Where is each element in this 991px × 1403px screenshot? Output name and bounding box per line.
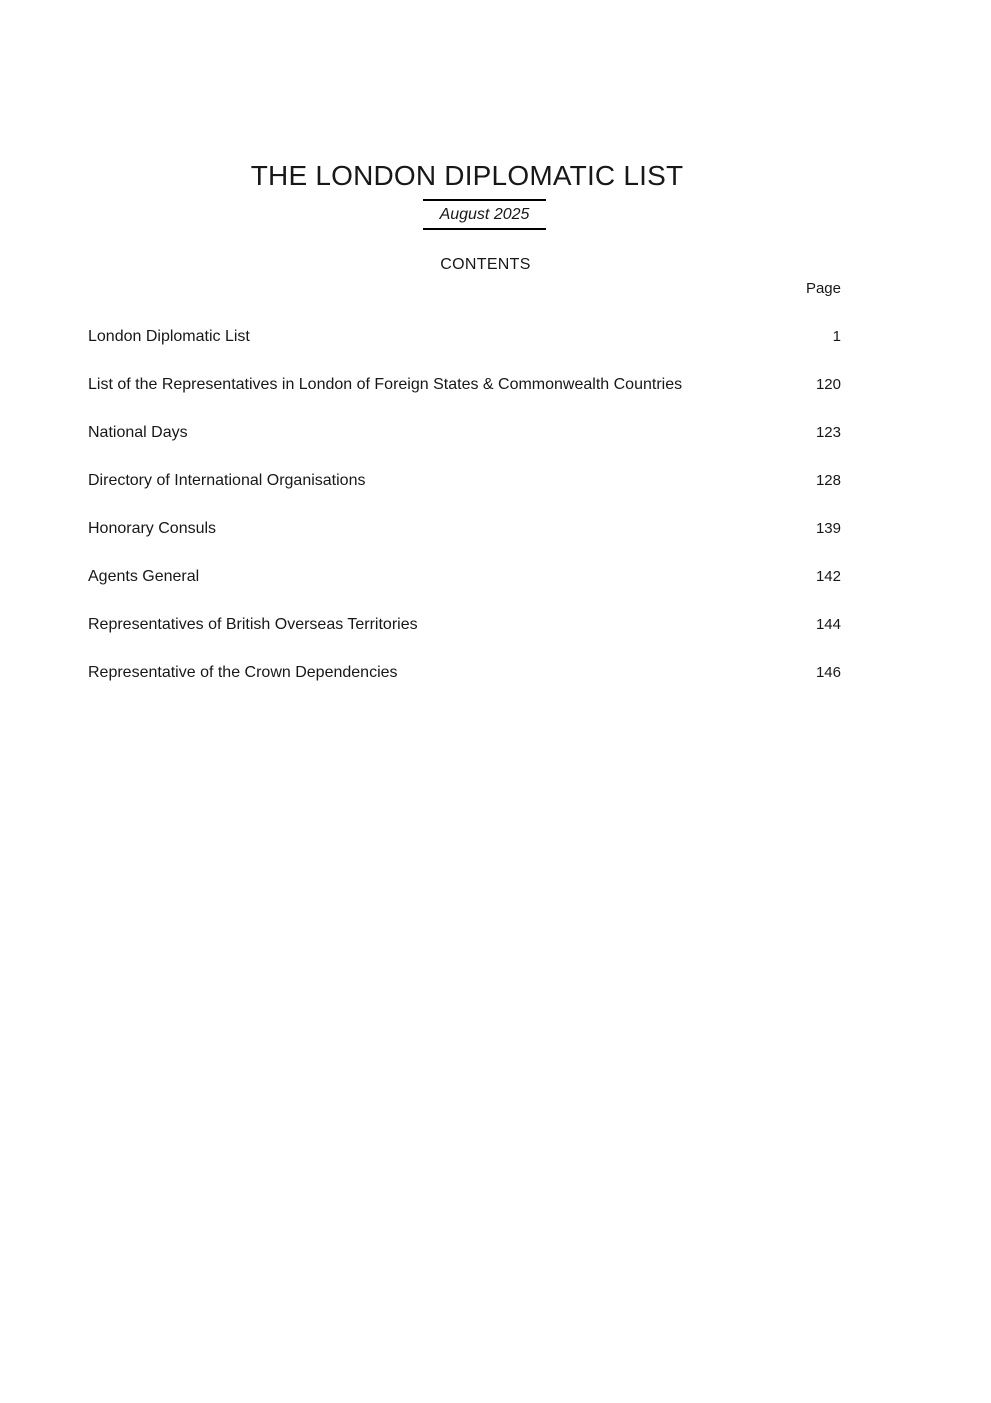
toc-entry-label: List of the Representatives in London of Foreign States & Commonwealth Countries [88, 376, 683, 393]
table-of-contents [88, 278, 841, 710]
toc-entry-label: Representatives of British Overseas Territories [88, 616, 418, 633]
page-title: THE LONDON DIPLOMATIC LIST [250, 159, 684, 191]
toc-entry[interactable] [88, 614, 841, 662]
toc-entry-list [88, 326, 841, 710]
toc-entry[interactable] [88, 326, 841, 374]
toc-entry[interactable] [88, 470, 841, 518]
toc-entry-page-number: 128 [815, 472, 841, 489]
toc-entry-page-number: 1 [832, 328, 841, 345]
contents-heading: CONTENTS [440, 256, 531, 273]
toc-entry-label: London Diplomatic List [88, 328, 250, 345]
toc-entry[interactable] [88, 374, 841, 422]
publication-date-block [423, 199, 546, 230]
toc-entry-page-number: 146 [815, 664, 841, 681]
toc-entry-label: National Days [88, 424, 188, 441]
toc-entry-page-number: 144 [815, 616, 841, 633]
toc-entry[interactable] [88, 566, 841, 614]
toc-entry-page-number: 142 [815, 568, 841, 585]
toc-entry-page-number: 123 [815, 424, 841, 441]
toc-entry[interactable] [88, 422, 841, 470]
date-rule-bottom [423, 228, 546, 230]
toc-entry-page-number: 139 [815, 520, 841, 537]
toc-entry-label: Honorary Consuls [88, 520, 217, 537]
toc-entry-label: Agents General [88, 568, 200, 585]
toc-entry[interactable] [88, 518, 841, 566]
toc-entry-label: Directory of International Organisations [88, 472, 366, 489]
toc-entry[interactable] [88, 662, 841, 710]
toc-entry-page-number: 120 [815, 376, 841, 393]
publication-date: August 2025 [439, 206, 530, 223]
toc-entry-label: Representative of the Crown Dependencies [88, 664, 398, 681]
toc-page-column-header: Page [805, 280, 841, 297]
toc-header-row [88, 278, 841, 300]
